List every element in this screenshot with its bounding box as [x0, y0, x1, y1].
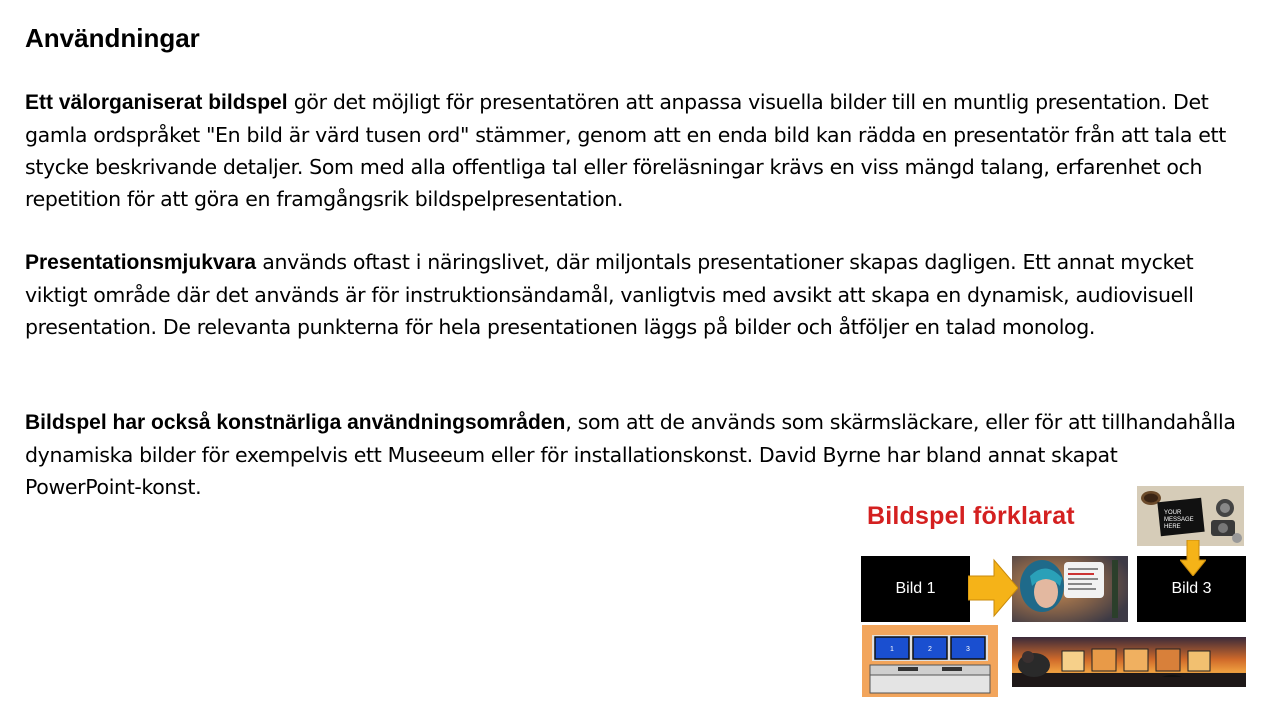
- arrow-down-icon: [1180, 540, 1206, 576]
- monitor-1-label: 1: [890, 646, 894, 653]
- paragraph-3-lead: Bildspel har också konstnärliga användningsområden: [25, 411, 566, 434]
- portrait-slide-tile: [1012, 556, 1128, 622]
- slide-1-label: Bild 1: [895, 580, 936, 597]
- slide-1-tile: [861, 556, 970, 622]
- message-line-2: MESSAGE: [1164, 517, 1194, 523]
- paragraph-2: [25, 246, 1240, 343]
- message-line-1: YOUR: [1164, 510, 1182, 516]
- paragraph-1: [25, 86, 1240, 215]
- collage-title: Bildspel förklarat: [867, 502, 1075, 530]
- monitor-3-label: 3: [966, 646, 970, 653]
- message-board-photo: [1137, 486, 1244, 546]
- paragraph-3-text: , som att de används som skärmsläckare, eller för att tillhandahålla dynamiska bilder för exempelvis ett Museeum eller för installationskonst. David Byrne har bland annat skapat PowerPoint-konst.: [25, 410, 1236, 499]
- paragraph-1-lead: Ett välorganiserat bildspel: [25, 91, 288, 114]
- paragraph-2-lead: Presentationsmjukvara: [25, 251, 257, 274]
- slideshow-collage-image: [858, 484, 1250, 700]
- paragraph-1-text: gör det möjligt för presentatören att anpassa visuella bilder till en muntlig presentation. Det gamla ordspråket "En bild är värd tusen ord" stämmer, genom att en enda bild kan rädda en presentatör från att tala ett stycke beskrivande detaljer. Som med alla offentliga tal eller föreläsningar krävs en viss mängd talang, erfarenhet och repetition för att göra en framgångsrik bildspelpresentation.: [25, 90, 1226, 211]
- sunset-photographer-image: [1012, 637, 1246, 687]
- monitors-desk-image: [862, 625, 998, 697]
- paragraph-2-text: används oftast i näringslivet, där miljontals presentationer skapas dagligen. Ett annat mycket viktigt område där det används är för instruktionsändamål, vanligtvis med avsikt att skapa en dynamisk, audiovisuell presentation. De relevanta punkterna för hela presentationen läggs på bilder och åtföljer en talad monolog.: [25, 250, 1194, 339]
- message-line-3: HERE: [1164, 524, 1181, 530]
- slide-title: Användningar: [25, 23, 200, 53]
- slide-3-label: Bild 3: [1171, 580, 1212, 597]
- monitor-2-label: 2: [928, 646, 932, 653]
- arrow-right-icon: [968, 558, 1018, 618]
